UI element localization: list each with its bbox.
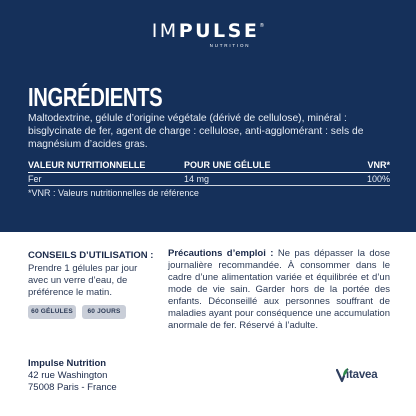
duration-badge: 60 JOURS [82, 305, 126, 319]
precautions-body: Ne pas dépasser la dose journalière recommandée. À consommer dans le cadre d’une alimentation variée et équilibrée et d’un mode de vie sain. Garder hors de la portée des enfants. Déconseillé aux personnes souffrant de maladies ayant pour conséquence une accumulation anormale de fer. Réservé à l’adulte. [168, 248, 390, 331]
address-city: 75008 Paris - France [28, 382, 117, 393]
company-address [28, 358, 117, 394]
address-street: 42 rue Washington [28, 370, 108, 381]
nutrient-amount: 14 mg [184, 174, 210, 184]
precautions-label: Précautions d’emploi : [168, 248, 274, 259]
header-nutritional-value: VALEUR NUTRITIONNELLE [28, 160, 146, 170]
precautions-text [168, 248, 390, 332]
table-divider [28, 172, 390, 173]
logo-registered: ® [259, 23, 265, 29]
brand-logo [0, 22, 416, 48]
capsule-count-badge: 60 GÉLULES [28, 305, 76, 319]
company-name: Impulse Nutrition [28, 358, 107, 369]
ingredients-title: INGRÉDIENTS [28, 82, 163, 112]
vnr-footnote: *VNR : Valeurs nutritionnelles de référence [28, 188, 199, 198]
logo-subtitle: NUTRITION [209, 43, 251, 48]
nutrition-header [28, 160, 390, 172]
nutrient-vnr: 100% [366, 174, 390, 184]
vitavea-wordmark: itavea [346, 369, 378, 381]
vitavea-logo [336, 367, 398, 383]
ingredients-text: Maltodextrine, gélule d’origine végétale (dérivé de cellulose), minéral : bisglycinate de fer, agent de charge : cellulose, anti-agglomérant : sels de magnésium d’acides gras. [28, 113, 364, 150]
logo-bold: PULSE [178, 20, 260, 42]
nutrient-name: Fer [28, 174, 42, 184]
header-per-capsule: POUR UNE GÉLULE [184, 160, 271, 170]
header-vnr: VNR* [367, 160, 390, 170]
usage-text: Prendre 1 gélules par jour avec un verre d’eau, de préférence le matin. [28, 263, 138, 298]
usage-title: CONSEILS D’UTILISATION : [28, 250, 154, 261]
logo-thin: IM [151, 20, 179, 42]
table-divider [28, 185, 390, 186]
